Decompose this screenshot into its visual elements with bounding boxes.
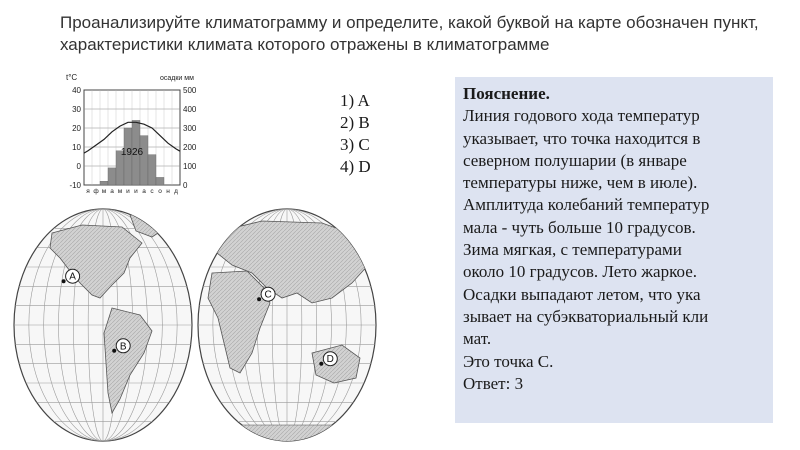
month-label: ф bbox=[93, 188, 99, 195]
explanation-line: мала - чуть больше 10 градусов. bbox=[463, 217, 696, 237]
explanation-line: Осадки выпадают летом, что ука bbox=[463, 284, 701, 304]
climatogram bbox=[60, 70, 220, 195]
explanation-line: Это точка С. bbox=[463, 351, 554, 371]
precip-bar bbox=[100, 181, 108, 185]
precip-bar bbox=[156, 177, 164, 185]
precip-tick-label: 300 bbox=[183, 124, 197, 133]
precip-axis-label: осадки мм bbox=[160, 75, 194, 82]
explanation-line: Линия годового хода температур bbox=[463, 106, 700, 126]
month-label: а bbox=[110, 188, 114, 195]
precip-tick-label: 100 bbox=[183, 162, 197, 171]
task-title: Проанализируйте климатограмму и определите, какой буквой на карте обозначен пункт, характеристики климата которого отражены в климатограмме bbox=[60, 13, 759, 54]
precip-tick-label: 200 bbox=[183, 143, 197, 152]
temp-tick-label: 10 bbox=[72, 143, 81, 152]
month-label: я bbox=[86, 188, 90, 195]
antarctica-landmass bbox=[202, 425, 372, 443]
explanation-line: около 10 градусов. Лето жаркое. bbox=[463, 262, 697, 282]
explanation-line: зывает на субэкваториальный кли bbox=[463, 306, 709, 326]
precip-tick-label: 500 bbox=[183, 86, 197, 95]
month-label: н bbox=[166, 188, 170, 195]
month-label: и bbox=[126, 188, 130, 195]
explanation-line: Ответ: 3 bbox=[463, 373, 524, 393]
precip-bar bbox=[108, 168, 116, 185]
month-label: д bbox=[174, 188, 178, 195]
map-point bbox=[319, 362, 323, 366]
month-label: м bbox=[117, 188, 123, 195]
option-c: 3) C bbox=[340, 135, 370, 154]
explanation-line: мат. bbox=[463, 329, 492, 349]
explanation-box bbox=[455, 77, 773, 423]
eastern-hemisphere bbox=[198, 209, 376, 443]
marker-label: C bbox=[264, 289, 272, 301]
explanation-line: температуры ниже, чем в июле). bbox=[463, 173, 698, 193]
western-hemisphere bbox=[14, 209, 192, 441]
temp-tick-label: 0 bbox=[76, 162, 81, 171]
explanation-line: Зима мягкая, с температурами bbox=[463, 240, 682, 260]
marker-label: D bbox=[326, 354, 334, 366]
precip-bar bbox=[148, 155, 156, 185]
precip-tick-label: 0 bbox=[183, 181, 188, 190]
marker-label: B bbox=[119, 341, 127, 353]
explanation-line: указывает, что точка находится в bbox=[463, 128, 701, 148]
month-label: а bbox=[142, 188, 146, 195]
map-point bbox=[257, 297, 261, 301]
option-d: 4) D bbox=[340, 157, 371, 176]
world-map bbox=[12, 203, 378, 443]
explanation-line: Амплитуда колебаний температур bbox=[463, 195, 710, 215]
answer-options bbox=[340, 90, 371, 178]
temp-tick-label: 20 bbox=[72, 124, 81, 133]
month-label: м bbox=[101, 188, 107, 195]
explanation-heading: Пояснение. bbox=[463, 84, 550, 103]
month-label: о bbox=[158, 188, 162, 195]
option-a: 1) A bbox=[340, 91, 370, 110]
map-point bbox=[62, 279, 66, 283]
marker-label: A bbox=[69, 271, 76, 283]
temp-axis-label: t°C bbox=[66, 73, 78, 82]
explanation-line: северном полушарии (в январе bbox=[463, 150, 687, 170]
month-label: с bbox=[150, 188, 154, 195]
precip-tick-label: 400 bbox=[183, 105, 197, 114]
year-label: 1926 bbox=[120, 147, 144, 158]
temp-tick-label: 30 bbox=[72, 105, 81, 114]
map-point bbox=[112, 349, 116, 353]
option-b: 2) B bbox=[340, 113, 370, 132]
precip-bar bbox=[140, 136, 148, 185]
month-label: и bbox=[134, 188, 138, 195]
temp-tick-label: 40 bbox=[72, 86, 81, 95]
temp-tick-label: -10 bbox=[69, 181, 81, 190]
